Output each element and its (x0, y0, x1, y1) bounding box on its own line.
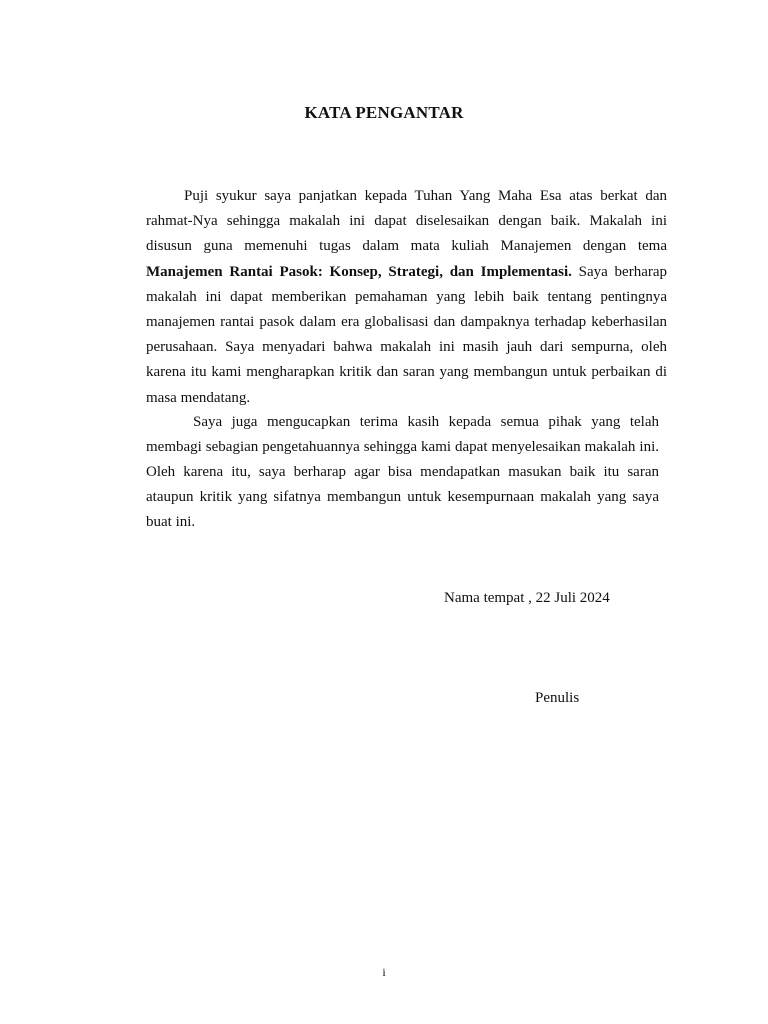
signer-label: Penulis (535, 690, 580, 706)
paragraph-2: Saya juga mengucapkan terima kasih kepada semua pihak yang telah membagi sebagian pengetahuannya sehingga kami dapat menyelesaikan makalah ini. Oleh karena itu, saya berharap agar bisa mendapatkan masukan baik itu saran ataupun kritik yang sifatnya membangun untuk kesempurnaan makalah yang saya buat ini. (146, 414, 659, 530)
page-title: KATA PENGANTAR (304, 103, 464, 122)
paragraph-1-bold-theme: Manajemen Rantai Pasok: Konsep, Strategi, dan Implementasi. (146, 263, 572, 280)
page-number: i (382, 965, 386, 979)
paragraph-1 (146, 184, 667, 411)
place-date: Nama tempat , 22 Juli 2024 (444, 590, 610, 606)
paragraph-1-text-end: Saya berharap makalah ini dapat memberikan pemahaman yang lebih baik tentang pentingnya manajemen rantai pasok dalam era globalisasi dan dampaknya terhadap keberhasilan perusahaan. Saya menyadari bahwa makalah ini masih jauh dari sempurna, oleh karena itu kami mengharapkan kritik dan saran yang membangun untuk perbaikan di masa mendatang. (146, 263, 667, 406)
paragraph-1-text-start: Puji syukur saya panjatkan kepada Tuhan Yang Maha Esa atas berkat dan rahmat-Nya sehingga makalah ini dapat diselesaikan dengan baik. Makalah ini disusun guna memenuhi tugas dalam mata kuliah Manajemen dengan tema (146, 188, 667, 255)
